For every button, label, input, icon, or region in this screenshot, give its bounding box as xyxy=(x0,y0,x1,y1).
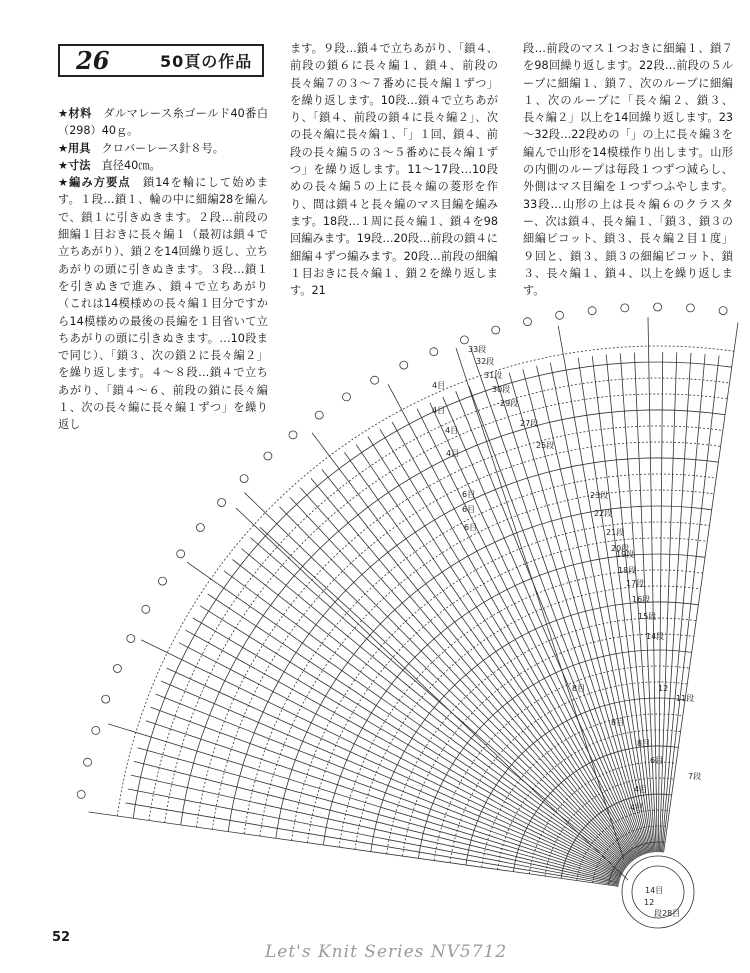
chart-stitch-line xyxy=(151,707,621,878)
instructions-column-1 xyxy=(58,105,268,434)
chart-round-arc xyxy=(260,490,714,836)
chart-round-arc xyxy=(323,554,705,845)
chart-picot xyxy=(621,304,629,312)
chart-round-arc xyxy=(529,762,676,874)
chart-stitch-line xyxy=(578,358,652,853)
chart-center-inner-ring xyxy=(632,866,684,918)
chart-label-row-27: 27段 xyxy=(520,419,539,428)
chart-picot xyxy=(719,307,727,315)
chart-stitch-line xyxy=(509,373,647,854)
chart-stitch-line xyxy=(663,356,720,853)
chart-stitch-line xyxy=(179,643,623,874)
chart-center-label-1: 14目 xyxy=(645,886,664,895)
chart-center-label-2: 12 xyxy=(644,898,655,907)
chart-stitch-line xyxy=(251,538,628,866)
chart-stitch-line xyxy=(356,444,636,859)
chart-stitch-line xyxy=(392,422,638,857)
spec-size xyxy=(58,157,268,174)
chart-round-arc xyxy=(292,522,710,841)
chart-stitch-line xyxy=(523,369,651,853)
chart-stitch-line xyxy=(138,748,620,882)
chart-label-6-a: 6目 xyxy=(462,490,476,499)
chart-stitch-line xyxy=(208,594,625,870)
chart-picot xyxy=(92,726,100,734)
chart-picot xyxy=(289,431,297,439)
chart-stitch-line xyxy=(300,488,631,862)
chart-stitch-line xyxy=(193,618,624,872)
chart-stitch-line xyxy=(141,640,625,875)
pattern-title-box xyxy=(58,44,264,77)
chart-round-arc xyxy=(418,650,691,858)
chart-picot xyxy=(127,635,135,643)
chart-label-6-b: 6目 xyxy=(462,505,476,514)
chart-label-row-14: 14段 xyxy=(646,632,665,641)
chart-label-row-25: 25段 xyxy=(536,441,555,450)
chart-picot xyxy=(371,376,379,384)
chart-stitch-line xyxy=(244,493,629,865)
chart-label-6-c: 6目 xyxy=(464,523,478,532)
chart-picot xyxy=(686,304,694,312)
chart-stitch-line xyxy=(224,571,626,868)
spec-tool xyxy=(58,140,268,157)
chart-label-row-23: 23段 xyxy=(590,491,609,500)
chart-stitch-line xyxy=(311,478,635,861)
chart-label-row-20: 20段 xyxy=(611,544,630,553)
chart-stitch-line xyxy=(456,391,643,855)
chart-stitch-line xyxy=(664,323,738,853)
chart-picot xyxy=(77,790,85,798)
chart-label-row-22: 22段 xyxy=(594,509,613,518)
chart-picot xyxy=(196,524,204,532)
chart-stitch-line xyxy=(187,562,625,869)
chart-stitch-line xyxy=(167,668,625,875)
chart-stitch-line xyxy=(658,352,662,852)
chart-stitch-line xyxy=(620,353,655,852)
points-text: 鎖14を輪にして始めます。１段…鎖１、輪の中に細編28を編んで、鎖１に引きぬきます。２段…前段の細編１目おきに長々編１（最初は鎖４で立ちあがり）、鎖２を14回繰り返し、立ちあがりの頭に引きぬきます。３段…鎖１を引きぬきで進み、鎖４で立ちあがり（これは14模様めの長々編１目分ですから14模様めの最後の長編を１目省いて立ちあがりの頭に引きぬきます。…10段まで同じ）、「鎖３、次の鎖２に長々編２」を繰り返します。４～８段…鎖４で立ちあがり、「鎖４～６、前段の鎖に長々編１、次の長々編に長々編１ずつ」を繰り返し xyxy=(58,176,269,432)
chart-label-row-11: 11段 xyxy=(676,694,695,703)
chart-label-6-d: 6目 xyxy=(650,756,664,765)
material-text: ダルマレース糸ゴールド40番白（298）40ｇ。 xyxy=(58,107,269,138)
chart-round-arc xyxy=(371,602,702,852)
spec-material xyxy=(58,105,268,140)
chart-label-row-18: 18段 xyxy=(618,566,637,575)
chart-label-4-b: 4目 xyxy=(432,406,446,415)
chart-stitch-line xyxy=(659,352,676,852)
chart-round-arc xyxy=(339,570,703,847)
chart-round-arc xyxy=(276,506,712,838)
chart-stitch-line xyxy=(280,507,631,864)
chart-stitch-line xyxy=(89,812,619,886)
chart-divider xyxy=(236,508,628,880)
chart-round-arc xyxy=(593,826,668,883)
chart-round-arc xyxy=(513,746,678,872)
chart-picot xyxy=(588,307,596,315)
pattern-reference-title: 50頁の作品 xyxy=(160,52,253,71)
chart-label-8-a: 8目 xyxy=(637,739,651,748)
chart-label-4-c: 4目 xyxy=(445,426,459,435)
chart-stitch-line xyxy=(241,549,627,867)
instructions-column-2: ます。９段…鎖４で立ちあがり、「鎖４、前段の鎖６に長々編１、鎖４、前段の長々編７の３～７番めに長々編１ずつ」を繰り返します。10段…鎖４で立ちあがり、「鎖４、前段の鎖４に長々編２」、次の長々編に長々編１、「」１回、鎖４、前段の長々編５の３～５番めに長々編１ずつ」を繰り返します。11～17段…10段めの長々編５の上に長々編の菱形を作り、間は鎖４と長々編のマス目編を編みます。18段…１周に長々編１、鎖４を98回編みます。19段…20段…前段の鎖４に細編４ずつ編みます。20段…前段の細編１目おきに長々編１、鎖２を繰り返します。21 xyxy=(290,42,498,298)
chart-picot xyxy=(113,665,121,673)
chart-round-arc xyxy=(212,442,720,829)
chart-stitch-line xyxy=(380,429,638,858)
tool-text: クロバーレース針８号。 xyxy=(101,141,224,155)
chart-picot xyxy=(460,336,468,344)
chart-round-arc xyxy=(197,426,723,827)
chart-label-row-12: 12 xyxy=(658,684,669,693)
chart-label-row-30: 30段 xyxy=(492,385,511,394)
chart-picot xyxy=(84,758,92,766)
chart-stitch-line xyxy=(161,681,621,876)
chart-label-8-b: 8目 xyxy=(572,684,586,693)
chart-picot xyxy=(654,303,662,311)
chart-labels xyxy=(432,344,701,918)
chart-center-ring xyxy=(622,856,694,928)
chart-picot xyxy=(159,577,167,585)
chart-picot xyxy=(524,318,532,326)
chart-stitch-line xyxy=(368,437,637,859)
chart-round-arc xyxy=(482,714,683,867)
chart-picot xyxy=(240,475,248,483)
chart-label-row-33: 33段 xyxy=(468,345,487,354)
chart-picot xyxy=(102,695,110,703)
chart-stitch-line xyxy=(125,803,618,886)
chart-stitch-line xyxy=(134,761,619,882)
size-text: 直径40㎝。 xyxy=(101,158,161,172)
material-label: ★材料 xyxy=(58,107,92,120)
chart-picot xyxy=(343,393,351,401)
chart-stitch-line xyxy=(648,317,657,852)
chart-label-4-e: 4目 xyxy=(630,803,644,812)
chart-round-arc xyxy=(577,810,670,881)
chart-stitch-line xyxy=(233,560,627,868)
chart-round-arc xyxy=(165,394,728,823)
chart-stitch-line xyxy=(186,630,623,872)
chart-label-4-a: 4目 xyxy=(432,381,446,390)
chart-stitch-line xyxy=(496,377,646,854)
chart-label-row-31: 31段 xyxy=(484,371,503,380)
chart-label-row-16: 16段 xyxy=(632,595,651,604)
chart-stitch-line xyxy=(662,354,706,852)
page-number: 52 xyxy=(52,930,71,945)
chart-center-label-3: 段28目 xyxy=(654,909,681,918)
chart-round-arc xyxy=(450,682,687,863)
chart-label-row-32: 32段 xyxy=(476,357,495,366)
chart-round-arc xyxy=(434,666,689,861)
chart-round-arc xyxy=(545,778,674,876)
chart-stitch-line xyxy=(660,353,691,852)
size-label: ★寸法 xyxy=(58,158,91,172)
chart-round-arc xyxy=(149,378,730,820)
chart-label-row-29: 29段 xyxy=(500,399,519,408)
chart-stitch-line xyxy=(200,606,624,871)
chart-round-arc xyxy=(466,698,685,865)
chart-round-arc xyxy=(403,634,694,856)
chart-picot xyxy=(556,311,564,319)
instructions-column-3: 段…前段のマス１つおきに細編１、鎖７を98回繰り返します。22段…前段の５ループに細編１、鎖７、次のループに細編１、次のループに「長々編２、鎖３、長々編２」以上を14回繰り返します。23～32段…22段めの「」の上に長々編３を編んで山形を14模様作り出します。山形の内側のループは毎段１つずつ減らし、外側はマス目編を１つずつふやします。33段…山形の上は長々編６のクラスター、次は鎖４、長々編１、「鎖３、鎖３の細編ピコット、鎖３、長々編２目１度」９回と、鎖３、鎖３の細編ピコット、鎖３、長々編１、鎖４、以上を繰り返します。 xyxy=(523,42,733,298)
chart-picot xyxy=(430,348,438,356)
chart-label-8-c: 8目 xyxy=(611,718,625,727)
chart-round-arc xyxy=(228,458,718,832)
chart-stitch-line xyxy=(156,694,621,877)
chart-stitch-line xyxy=(558,326,651,853)
tool-label: ★用具 xyxy=(58,141,91,155)
chart-stitch-line xyxy=(108,724,620,880)
chart-stitch-line xyxy=(469,386,644,854)
chart-round-arc xyxy=(181,410,725,825)
chart-label-row-17: 17段 xyxy=(626,579,645,588)
pattern-number: 26 xyxy=(76,46,110,75)
chart-stitch-line xyxy=(537,366,650,853)
chart-label-row-15: 15段 xyxy=(638,612,657,621)
chart-stitch-line xyxy=(592,356,653,852)
chart-round-arc xyxy=(244,474,716,834)
chart-stitch-line xyxy=(550,363,650,853)
chart-round-arc xyxy=(498,730,681,869)
chart-picot xyxy=(492,326,500,334)
chart-round-arc xyxy=(609,842,666,885)
chart-stitch-line xyxy=(290,497,631,863)
chart-round-arc xyxy=(307,538,707,843)
chart-divider xyxy=(456,348,624,860)
chart-stitch-line xyxy=(388,384,639,856)
spec-points xyxy=(58,174,268,433)
chart-round-arc xyxy=(561,794,672,878)
chart-stitch-line xyxy=(128,789,619,884)
series-footer: Let's Knit Series NV5712 xyxy=(265,942,508,962)
chart-stitch-line xyxy=(146,721,620,880)
chart-stitch-line xyxy=(260,527,629,865)
chart-label-4-f: 4目 xyxy=(634,785,648,794)
chart-stitch-line xyxy=(634,353,656,853)
chart-round-arc xyxy=(387,618,696,854)
chart-stitch-line xyxy=(131,775,619,883)
chart-label-4-d: 4目 xyxy=(446,449,460,458)
chart-label-row-21: 21段 xyxy=(606,528,625,537)
chart-stitch-line xyxy=(417,409,640,857)
chart-picot xyxy=(142,605,150,613)
chart-label-row-7: 7段 xyxy=(688,772,702,781)
chart-picot xyxy=(218,499,226,507)
points-label: ★編み方要点 xyxy=(58,176,131,190)
chart-picot xyxy=(264,452,272,460)
chart-picot xyxy=(315,411,323,419)
chart-round-arc xyxy=(355,586,701,849)
chart-picot xyxy=(400,361,408,369)
chart-label-row-19: 19段 xyxy=(616,550,635,559)
chart-stitch-line xyxy=(322,469,633,860)
chart-picot xyxy=(177,550,185,558)
